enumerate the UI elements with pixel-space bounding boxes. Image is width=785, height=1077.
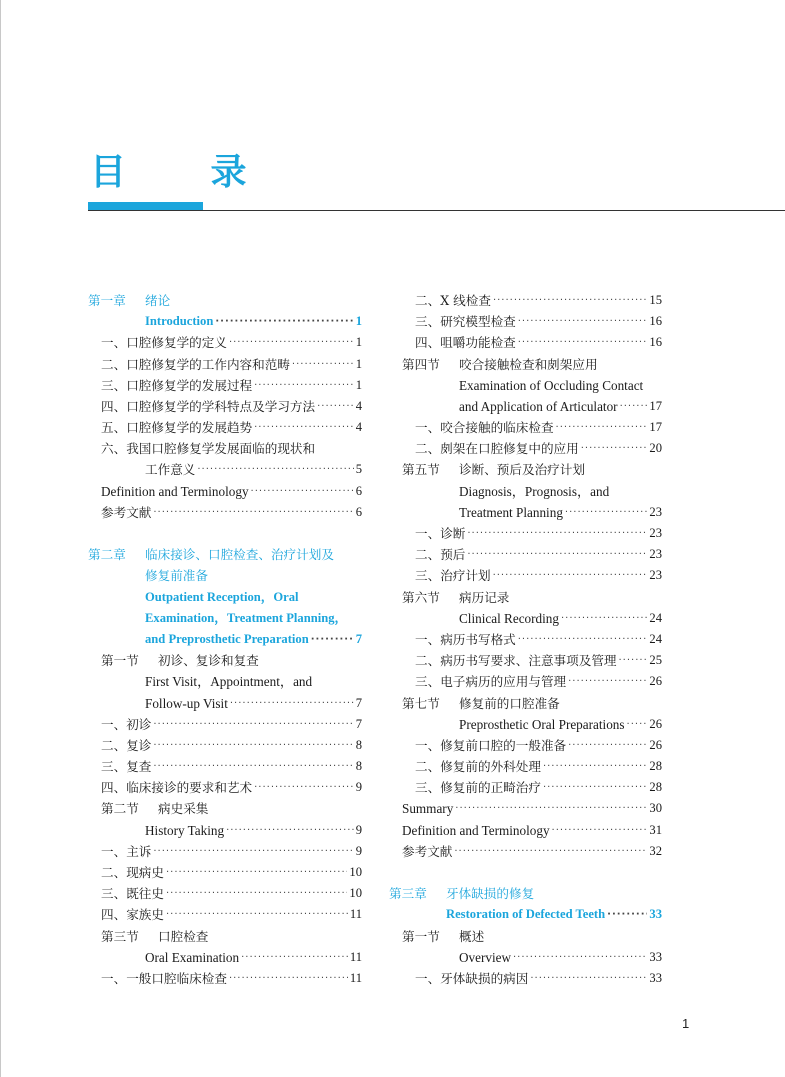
toc-entry[interactable]: 二、X 线检查 ····· 15 bbox=[402, 290, 662, 311]
page-left-edge bbox=[0, 0, 1, 1077]
page-number: 1 bbox=[682, 1016, 690, 1031]
toc-section-heading[interactable]: 第三节 口腔检查 bbox=[101, 928, 209, 944]
toc-entry[interactable]: Summary ····· 30 bbox=[402, 799, 662, 820]
toc-chapter-heading[interactable]: 第二章 临床接诊、口腔检查、治疗计划及 bbox=[88, 547, 334, 563]
toc-section-english[interactable]: Oral Examination ····· 11 bbox=[88, 947, 362, 968]
toc-section-english[interactable]: Examination of Occluding Contact bbox=[459, 377, 644, 393]
toc-entry[interactable]: 参考文献 ····· 6 bbox=[88, 502, 362, 523]
toc-chapter-english[interactable]: Restoration of Defected Teeth ····· 33 bbox=[402, 904, 662, 925]
toc-section-english[interactable]: Treatment Planning ····· 23 bbox=[402, 502, 662, 523]
toc-entry[interactable]: 参考文献 ····· 32 bbox=[402, 841, 662, 862]
toc-entry[interactable]: 四、口腔修复学的学科特点及学习方法 ····· 4 bbox=[88, 396, 362, 417]
toc-section-heading[interactable]: 第二节 病史采集 bbox=[101, 801, 209, 817]
toc-entry[interactable]: 四、咀嚼功能检查 ····· 16 bbox=[402, 332, 662, 353]
toc-entry[interactable]: 三、修复前的正畸治疗 ····· 28 bbox=[402, 777, 662, 798]
toc-section-heading[interactable]: 第一节 初诊、复诊和复查 bbox=[101, 653, 259, 669]
page-title: 目 录 bbox=[90, 152, 283, 193]
toc-entry[interactable]: 二、㓟架在口腔修复中的应用 ····· 20 bbox=[402, 438, 662, 459]
toc-right-column bbox=[389, 290, 662, 989]
toc-left-column bbox=[88, 290, 362, 989]
toc-entry[interactable]: 六、我国口腔修复学发展面临的现状和 bbox=[101, 441, 316, 457]
toc-section-heading[interactable]: 第四节 咬合接触检查和㓟架应用 bbox=[402, 356, 598, 372]
toc-entry[interactable]: 三、口腔修复学的发展过程 ····· 1 bbox=[88, 375, 362, 396]
toc-entry[interactable]: 一、一般口腔临床检查 ····· 11 bbox=[88, 968, 362, 989]
toc-entry[interactable]: 三、既往史 ····· 10 bbox=[88, 883, 362, 904]
toc-chapter-heading[interactable]: 第一章 绪论 bbox=[88, 292, 171, 308]
toc-section-english[interactable]: Follow-up Visit ····· 7 bbox=[88, 693, 362, 714]
toc-entry[interactable]: 五、口腔修复学的发展趋势 ····· 4 bbox=[88, 417, 362, 438]
toc-entry[interactable]: 一、修复前口腔的一般准备 ····· 26 bbox=[402, 735, 662, 756]
toc-entry[interactable]: 四、家族史 ····· 11 bbox=[88, 904, 362, 925]
toc-entry[interactable]: 一、牙体缺损的病因 ····· 33 bbox=[402, 968, 662, 989]
toc-entry[interactable]: 一、诊断 ····· 23 bbox=[402, 523, 662, 544]
toc-entry[interactable]: 工作意义 ····· 5 bbox=[88, 460, 362, 481]
toc-entry[interactable]: 二、修复前的外科处理 ····· 28 bbox=[402, 756, 662, 777]
toc-section-english[interactable]: History Taking ····· 9 bbox=[88, 820, 362, 841]
toc-entry[interactable]: 一、病历书写格式 ····· 24 bbox=[402, 629, 662, 650]
toc-entry[interactable]: 四、临床接诊的要求和艺术 ····· 9 bbox=[88, 777, 362, 798]
toc-section-english[interactable]: Diagnosis，Prognosis，and bbox=[459, 483, 610, 499]
toc-section-english[interactable]: Preprosthetic Oral Preparations ····· 26 bbox=[402, 714, 662, 735]
toc-entry[interactable]: Definition and Terminology ····· 31 bbox=[402, 820, 662, 841]
toc-entry[interactable]: 一、口腔修复学的定义 ····· 1 bbox=[88, 332, 362, 353]
toc-entry[interactable]: 三、治疗计划 ····· 23 bbox=[402, 565, 662, 586]
toc-entry[interactable]: 二、复诊 ····· 8 bbox=[88, 735, 362, 756]
toc-entry[interactable]: 一、初诊 ····· 7 bbox=[88, 714, 362, 735]
toc-section-heading[interactable]: 第七节 修复前的口腔准备 bbox=[402, 695, 560, 711]
toc-entry[interactable]: 二、现病史 ····· 10 bbox=[88, 862, 362, 883]
toc-entry[interactable]: 三、复查 ····· 8 bbox=[88, 756, 362, 777]
toc-chapter-heading[interactable]: 第三章 牙体缺损的修复 bbox=[389, 886, 535, 902]
toc-section-english[interactable]: Overview ····· 33 bbox=[402, 947, 662, 968]
toc-entry[interactable]: Definition and Terminology ····· 6 bbox=[88, 481, 362, 502]
toc-entry[interactable]: 三、研究模型检查 ····· 16 bbox=[402, 311, 662, 332]
toc-entry[interactable]: 三、电子病历的应用与管理 ····· 26 bbox=[402, 671, 662, 692]
toc-section-english[interactable]: and Application of Articulator ····· 17 bbox=[402, 396, 662, 417]
toc-entry[interactable]: 二、口腔修复学的工作内容和范畴 ····· 1 bbox=[88, 354, 362, 375]
toc-chapter-english[interactable]: Introduction ····· 1 bbox=[88, 311, 362, 332]
toc-section-heading[interactable]: 第一节 概述 bbox=[402, 928, 485, 944]
title-rule bbox=[88, 210, 785, 211]
toc-section-heading[interactable]: 第六节 病历记录 bbox=[402, 589, 510, 605]
toc-section-english[interactable]: First Visit，Appointment，and bbox=[145, 674, 313, 690]
toc-chapter-english[interactable]: Examination，Treatment Planning， bbox=[145, 610, 348, 625]
toc-entry[interactable]: 一、主诉 ····· 9 bbox=[88, 841, 362, 862]
toc-chapter-heading-cont[interactable]: 修复前准备 bbox=[145, 568, 208, 584]
toc-entry[interactable]: 一、咬合接触的临床检查 ····· 17 bbox=[402, 417, 662, 438]
toc-chapter-english[interactable]: and Preprosthetic Preparation ····· 7 bbox=[88, 629, 362, 650]
toc-section-english[interactable]: Clinical Recording ····· 24 bbox=[402, 608, 662, 629]
toc-section-heading[interactable]: 第五节 诊断、预后及治疗计划 bbox=[402, 462, 585, 478]
toc-chapter-english[interactable]: Outpatient Reception，Oral bbox=[145, 589, 299, 604]
toc-entry[interactable]: 二、预后 ····· 23 bbox=[402, 544, 662, 565]
toc-entry[interactable]: 二、病历书写要求、注意事项及管理 ····· 25 bbox=[402, 650, 662, 671]
